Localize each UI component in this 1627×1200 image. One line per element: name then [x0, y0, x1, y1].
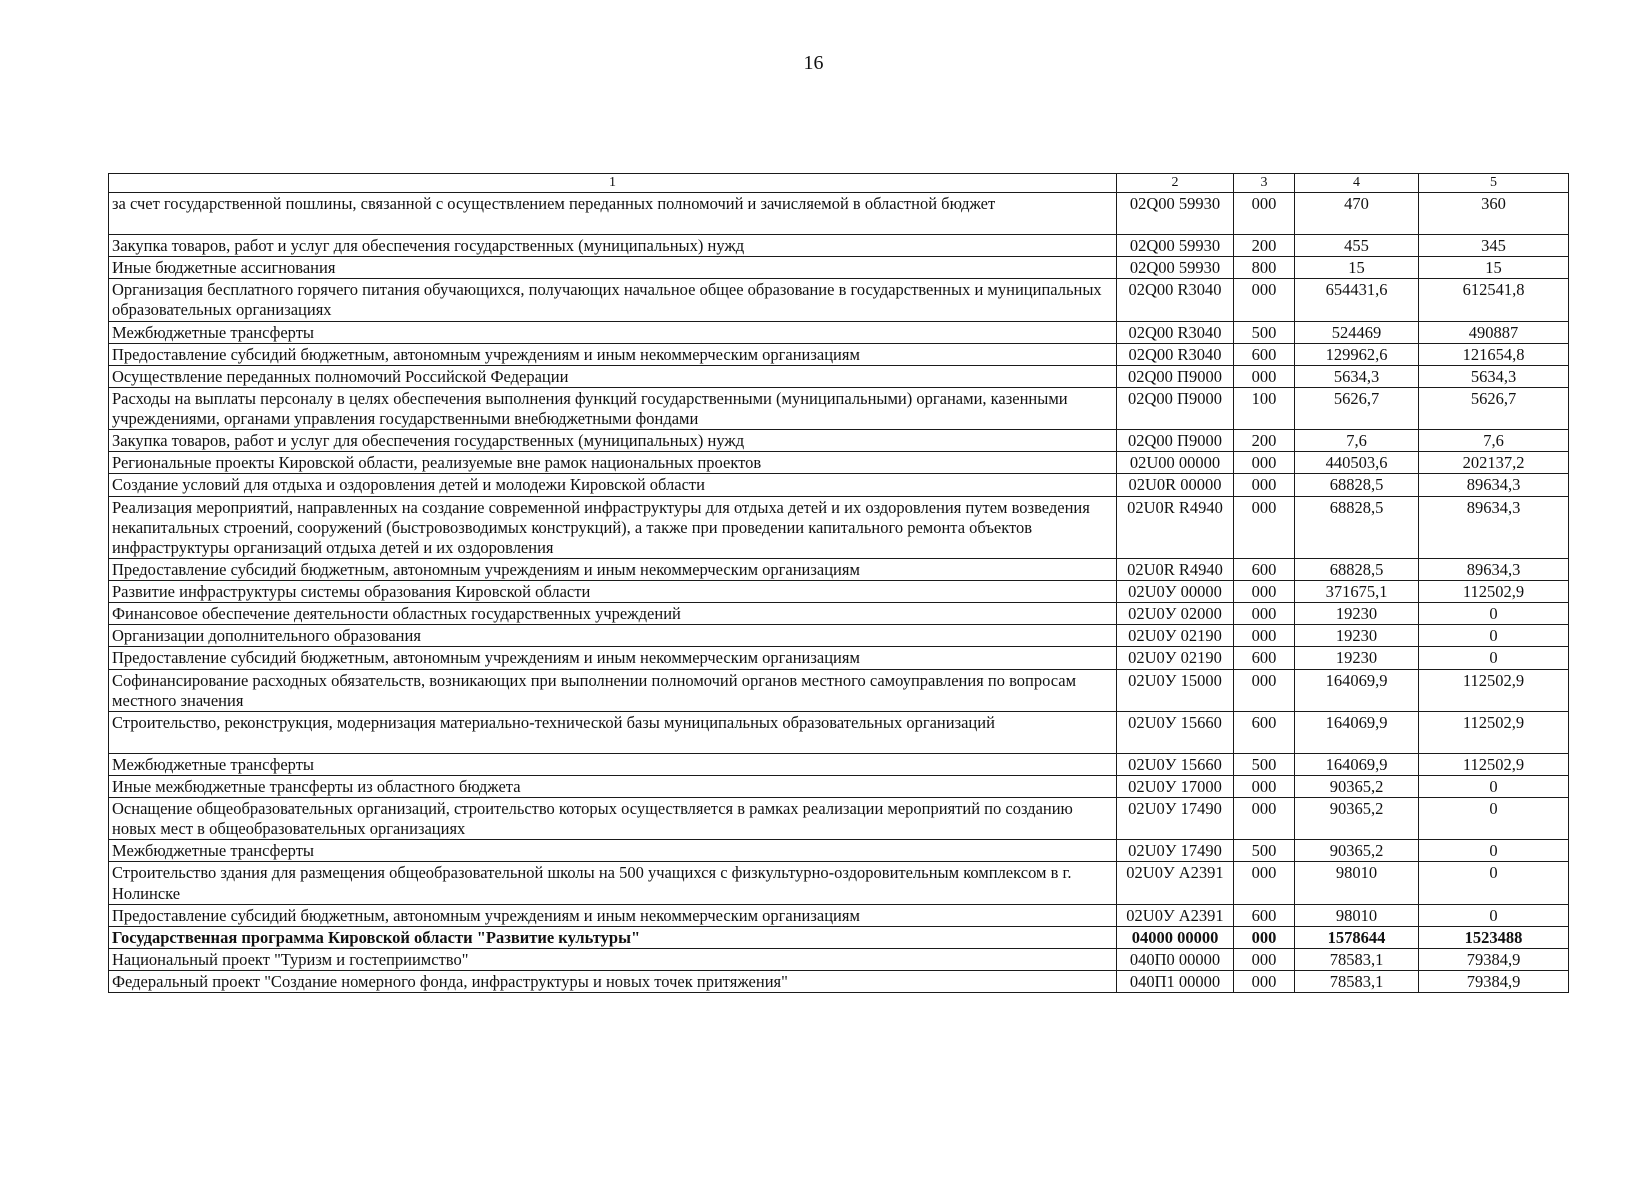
table-row [109, 365, 1569, 387]
row-expense-type: 000 [1234, 365, 1295, 387]
row-amount-year-2: 89634,3 [1419, 558, 1569, 580]
row-description: Межбюджетные трансферты [109, 840, 1117, 862]
row-amount-year-1: 129962,6 [1295, 343, 1419, 365]
row-budget-code: 02U0У 15000 [1117, 669, 1234, 711]
row-amount-year-2: 15 [1419, 257, 1569, 279]
row-description: Региональные проекты Кировской области, реализуемые вне рамок национальных проектов [109, 452, 1117, 474]
row-amount-year-2: 79384,9 [1419, 948, 1569, 970]
row-expense-type: 000 [1234, 452, 1295, 474]
table-row [109, 474, 1569, 496]
row-description: Закупка товаров, работ и услуг для обеспечения государственных (муниципальных) нужд [109, 235, 1117, 257]
row-budget-code: 02U0R R4940 [1117, 558, 1234, 580]
column-header-amount-year-1: 4 [1295, 174, 1419, 193]
row-amount-year-1: 164069,9 [1295, 669, 1419, 711]
row-budget-code: 02U0У 02190 [1117, 647, 1234, 669]
row-budget-code: 04000 00000 [1117, 926, 1234, 948]
row-budget-code: 02U0У 02000 [1117, 603, 1234, 625]
row-budget-code: 02Q00 R3040 [1117, 321, 1234, 343]
row-budget-code: 02U0У 17490 [1117, 840, 1234, 862]
row-amount-year-2: 112502,9 [1419, 711, 1569, 753]
row-amount-year-1: 19230 [1295, 625, 1419, 647]
table-row [109, 558, 1569, 580]
row-description: Финансовое обеспечение деятельности областных государственных учреждений [109, 603, 1117, 625]
row-description: Предоставление субсидий бюджетным, автономным учреждениям и иным некоммерческим организациям [109, 904, 1117, 926]
row-budget-code: 02U0У 15660 [1117, 711, 1234, 753]
row-amount-year-1: 164069,9 [1295, 753, 1419, 775]
table-row [109, 581, 1569, 603]
row-description: Иные бюджетные ассигнования [109, 257, 1117, 279]
row-budget-code: 02U0У 02190 [1117, 625, 1234, 647]
row-amount-year-2: 112502,9 [1419, 669, 1569, 711]
row-amount-year-1: 68828,5 [1295, 496, 1419, 558]
row-description: за счет государственной пошлины, связанной с осуществлением переданных полномочий и зачисляемой в областной бюджет [109, 193, 1117, 235]
row-amount-year-2: 112502,9 [1419, 581, 1569, 603]
row-description: Оснащение общеобразовательных организаций, строительство которых осуществляется в рамках реализации мероприятий по созданию новых мест в общеобразовательных организациях [109, 798, 1117, 840]
table-row [109, 387, 1569, 429]
row-budget-code: 02U00 00000 [1117, 452, 1234, 474]
row-expense-type: 500 [1234, 840, 1295, 862]
table-row [109, 840, 1569, 862]
row-amount-year-2: 0 [1419, 647, 1569, 669]
row-description: Организации дополнительного образования [109, 625, 1117, 647]
row-amount-year-1: 78583,1 [1295, 948, 1419, 970]
table-body [109, 193, 1569, 993]
row-amount-year-2: 0 [1419, 798, 1569, 840]
row-amount-year-2: 345 [1419, 235, 1569, 257]
row-amount-year-1: 90365,2 [1295, 775, 1419, 797]
row-description: Реализация мероприятий, направленных на создание современной инфраструктуры для отдыха детей и их оздоровления путем возведения некапитальных строений, сооружений (быстровозводимых конструкций), а также при проведении капитального ремонта объектов инфраструктуры организаций отдыха детей и их оздоровления [109, 496, 1117, 558]
header-row [109, 174, 1569, 193]
row-description: Иные межбюджетные трансферты из областного бюджета [109, 775, 1117, 797]
row-expense-type: 600 [1234, 343, 1295, 365]
row-amount-year-2: 0 [1419, 603, 1569, 625]
row-expense-type: 000 [1234, 971, 1295, 993]
table-row [109, 603, 1569, 625]
row-description: Предоставление субсидий бюджетным, автономным учреждениям и иным некоммерческим организациям [109, 558, 1117, 580]
row-expense-type: 000 [1234, 926, 1295, 948]
row-amount-year-1: 19230 [1295, 603, 1419, 625]
row-description: Развитие инфраструктуры системы образования Кировской области [109, 581, 1117, 603]
table-row [109, 321, 1569, 343]
column-header-expense-type: 3 [1234, 174, 1295, 193]
row-budget-code: 02U0R 00000 [1117, 474, 1234, 496]
row-amount-year-1: 455 [1295, 235, 1419, 257]
row-amount-year-2: 0 [1419, 840, 1569, 862]
row-expense-type: 600 [1234, 904, 1295, 926]
row-amount-year-2: 202137,2 [1419, 452, 1569, 474]
table-row [109, 711, 1569, 753]
row-amount-year-1: 15 [1295, 257, 1419, 279]
row-amount-year-1: 654431,6 [1295, 279, 1419, 321]
row-budget-code: 02U0У 17000 [1117, 775, 1234, 797]
row-amount-year-1: 524469 [1295, 321, 1419, 343]
table-row [109, 625, 1569, 647]
row-amount-year-1: 98010 [1295, 862, 1419, 904]
row-description: Федеральный проект "Создание номерного фонда, инфраструктуры и новых точек притяжения" [109, 971, 1117, 993]
row-amount-year-1: 90365,2 [1295, 798, 1419, 840]
row-expense-type: 000 [1234, 193, 1295, 235]
row-description: Строительство, реконструкция, модернизация материально-технической базы муниципальных образовательных организаций [109, 711, 1117, 753]
row-amount-year-1: 5634,3 [1295, 365, 1419, 387]
row-amount-year-1: 98010 [1295, 904, 1419, 926]
row-expense-type: 000 [1234, 862, 1295, 904]
row-amount-year-1: 90365,2 [1295, 840, 1419, 862]
row-amount-year-1: 7,6 [1295, 430, 1419, 452]
row-budget-code: 02Q00 П9000 [1117, 387, 1234, 429]
row-expense-type: 000 [1234, 496, 1295, 558]
row-amount-year-1: 440503,6 [1295, 452, 1419, 474]
row-expense-type: 600 [1234, 711, 1295, 753]
row-amount-year-2: 79384,9 [1419, 971, 1569, 993]
row-budget-code: 02Q00 59930 [1117, 235, 1234, 257]
row-expense-type: 000 [1234, 625, 1295, 647]
table-row [109, 948, 1569, 970]
table-row [109, 753, 1569, 775]
row-amount-year-2: 1523488 [1419, 926, 1569, 948]
column-header-amount-year-2: 5 [1419, 174, 1569, 193]
row-amount-year-2: 612541,8 [1419, 279, 1569, 321]
row-amount-year-2: 0 [1419, 904, 1569, 926]
row-amount-year-2: 89634,3 [1419, 474, 1569, 496]
row-description: Предоставление субсидий бюджетным, автономным учреждениям и иным некоммерческим организациям [109, 343, 1117, 365]
row-amount-year-2: 360 [1419, 193, 1569, 235]
row-amount-year-1: 1578644 [1295, 926, 1419, 948]
row-amount-year-2: 490887 [1419, 321, 1569, 343]
row-amount-year-1: 68828,5 [1295, 474, 1419, 496]
row-amount-year-1: 5626,7 [1295, 387, 1419, 429]
table-row [109, 452, 1569, 474]
row-budget-code: 02U0У А2391 [1117, 904, 1234, 926]
row-amount-year-2: 0 [1419, 862, 1569, 904]
row-budget-code: 02Q00 59930 [1117, 193, 1234, 235]
column-header-description: 1 [109, 174, 1117, 193]
row-budget-code: 02U0У А2391 [1117, 862, 1234, 904]
table-row [109, 257, 1569, 279]
page-number: 16 [803, 52, 824, 74]
row-expense-type: 800 [1234, 257, 1295, 279]
row-budget-code: 02U0У 15660 [1117, 753, 1234, 775]
row-budget-code: 02Q00 П9000 [1117, 430, 1234, 452]
row-amount-year-1: 78583,1 [1295, 971, 1419, 993]
table-row [109, 430, 1569, 452]
row-expense-type: 000 [1234, 474, 1295, 496]
table-row [109, 926, 1569, 948]
row-amount-year-2: 5626,7 [1419, 387, 1569, 429]
row-amount-year-1: 371675,1 [1295, 581, 1419, 603]
row-expense-type: 500 [1234, 321, 1295, 343]
row-amount-year-1: 68828,5 [1295, 558, 1419, 580]
row-amount-year-2: 5634,3 [1419, 365, 1569, 387]
row-amount-year-1: 470 [1295, 193, 1419, 235]
table-row [109, 496, 1569, 558]
row-expense-type: 000 [1234, 581, 1295, 603]
row-description: Организация бесплатного горячего питания обучающихся, получающих начальное общее образование в государственных и муниципальных образовательных организациях [109, 279, 1117, 321]
row-description: Строительство здания для размещения общеобразовательной школы на 500 учащихся с физкультурно-оздоровительным комплексом в г. Нолинске [109, 862, 1117, 904]
row-amount-year-2: 89634,3 [1419, 496, 1569, 558]
row-description: Расходы на выплаты персоналу в целях обеспечения выполнения функций государственными (муниципальными) органами, казенными учреждениями, органами управления государственными внебюджетными фондами [109, 387, 1117, 429]
row-description: Создание условий для отдыха и оздоровления детей и молодежи Кировской области [109, 474, 1117, 496]
row-budget-code: 02U0R R4940 [1117, 496, 1234, 558]
row-expense-type: 600 [1234, 647, 1295, 669]
column-header-code: 2 [1117, 174, 1234, 193]
budget-table [108, 173, 1569, 993]
row-expense-type: 600 [1234, 558, 1295, 580]
row-budget-code: 040П0 00000 [1117, 948, 1234, 970]
row-description: Предоставление субсидий бюджетным, автономным учреждениям и иным некоммерческим организациям [109, 647, 1117, 669]
row-amount-year-2: 7,6 [1419, 430, 1569, 452]
row-expense-type: 000 [1234, 279, 1295, 321]
row-budget-code: 02U0У 17490 [1117, 798, 1234, 840]
row-description: Софинансирование расходных обязательств, возникающих при выполнении полномочий органов местного самоуправления по вопросам местного значения [109, 669, 1117, 711]
row-amount-year-2: 112502,9 [1419, 753, 1569, 775]
row-amount-year-2: 0 [1419, 775, 1569, 797]
row-amount-year-1: 164069,9 [1295, 711, 1419, 753]
row-description: Закупка товаров, работ и услуг для обеспечения государственных (муниципальных) нужд [109, 430, 1117, 452]
table-row [109, 647, 1569, 669]
table-row [109, 669, 1569, 711]
row-expense-type: 000 [1234, 603, 1295, 625]
row-expense-type: 500 [1234, 753, 1295, 775]
table-row [109, 235, 1569, 257]
table-row [109, 904, 1569, 926]
table-row [109, 193, 1569, 235]
row-description: Межбюджетные трансферты [109, 321, 1117, 343]
row-budget-code: 02Q00 П9000 [1117, 365, 1234, 387]
row-budget-code: 02U0У 00000 [1117, 581, 1234, 603]
table-row [109, 798, 1569, 840]
row-budget-code: 02Q00 R3040 [1117, 343, 1234, 365]
row-amount-year-1: 19230 [1295, 647, 1419, 669]
row-description: Государственная программа Кировской области "Развитие культуры" [109, 926, 1117, 948]
row-description: Национальный проект "Туризм и гостеприимство" [109, 948, 1117, 970]
row-expense-type: 000 [1234, 669, 1295, 711]
table-row [109, 971, 1569, 993]
table-row [109, 279, 1569, 321]
row-budget-code: 02Q00 R3040 [1117, 279, 1234, 321]
row-description: Осуществление переданных полномочий Российской Федерации [109, 365, 1117, 387]
row-amount-year-2: 121654,8 [1419, 343, 1569, 365]
row-expense-type: 200 [1234, 430, 1295, 452]
row-expense-type: 100 [1234, 387, 1295, 429]
table-row [109, 775, 1569, 797]
table-row [109, 343, 1569, 365]
row-expense-type: 000 [1234, 798, 1295, 840]
row-amount-year-2: 0 [1419, 625, 1569, 647]
row-budget-code: 040П1 00000 [1117, 971, 1234, 993]
row-expense-type: 000 [1234, 775, 1295, 797]
row-description: Межбюджетные трансферты [109, 753, 1117, 775]
table-row [109, 862, 1569, 904]
row-expense-type: 200 [1234, 235, 1295, 257]
row-budget-code: 02Q00 59930 [1117, 257, 1234, 279]
row-expense-type: 000 [1234, 948, 1295, 970]
